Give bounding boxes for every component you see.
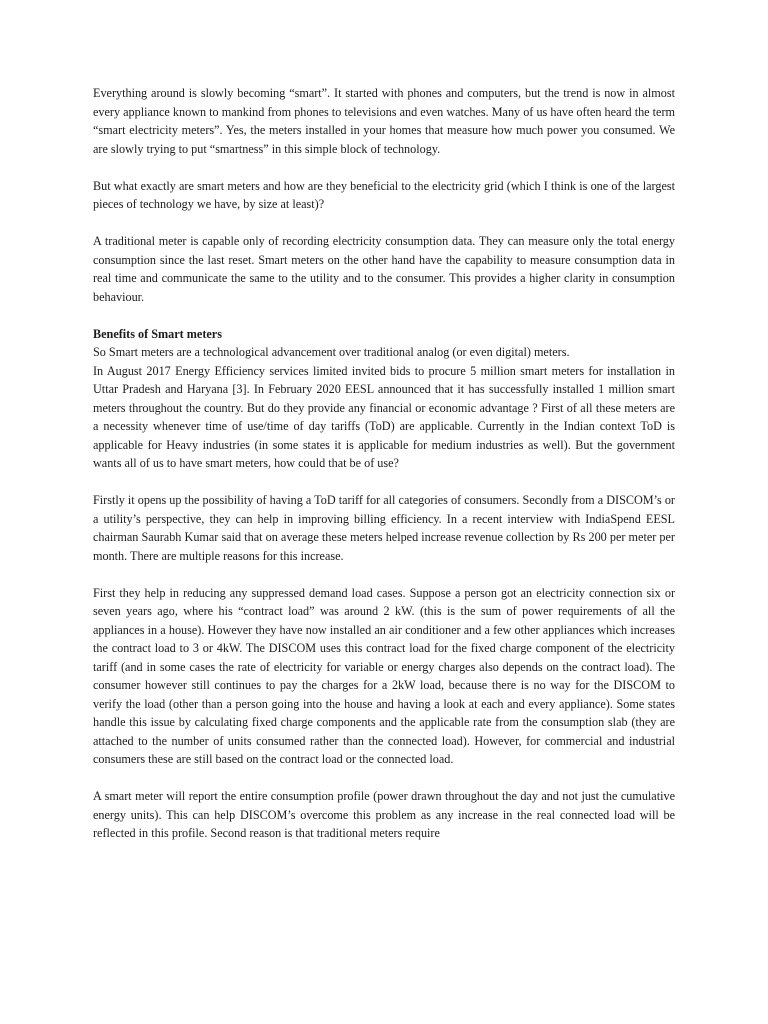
paragraph-benefits-eesl: In August 2017 Energy Efficiency services limited invited bids to procure 5 million smart meters for installation in Uttar Pradesh and Haryana [3]. In February 2020 EESL announced that it has successfully installed 1 million smart meters throughout the country. But do they provide any financial or economic advantage ? First of all these meters are a necessity whenever time of use/time of day tariffs (ToD) are applicable. Currently in the Indian context ToD is applicable for Heavy industries (in some states it is applicable for medium industries as well). But the government wants all of us to have smart meters, how could that be of use? xyxy=(93,363,675,470)
paragraph-firstly: Firstly it opens up the possibility of having a ToD tariff for all categories of consumers. Secondly from a DISCOM’s or a utility’s perspective, they can help in improving billing efficiency. In a recent interview with IndiaSpend EESL chairman Saurabh Kumar said that on average these meters helped increase revenue collection by Rs 200 per meter per month. There are multiple reasons for this increase. xyxy=(93,493,675,563)
paragraph-intro-question: But what exactly are smart meters and how are they beneficial to the electricity grid (which I think is one of the largest pieces of technology we have, by size at least)? xyxy=(93,178,675,211)
heading-benefits: Benefits of Smart meters xyxy=(93,326,222,341)
paragraph-intro-smart: Everything around is slowly becoming “smart”. It started with phones and computers, but the trend is now in almost every appliance known to mankind from phones to televisions and even watches. Many of us have often heard the term “smart electricity meters”. Yes, the meters installed in your homes that measure how much power you consumed. We are slowly trying to put “smartness” in this simple block of technology. xyxy=(93,86,675,156)
paragraph-traditional-meter: A traditional meter is capable only of recording electricity consumption data. They can measure only the total energy consumption since the last reset. Smart meters on the other hand have the capability to measure consumption data in real time and communicate the same to the utility and to the consumer. This provides a higher clarity in consumption behaviour. xyxy=(93,234,675,304)
paragraph-suppressed-demand: First they help in reducing any suppressed demand load cases. Suppose a person got an electricity connection six or seven years ago, where his “contract load” was around 2 kW. (this is the sum of power requirements of all the appliances in a house). However they have now installed an air conditioner and a few other appliances which increases the contract load to 3 or 4kW. The DISCOM uses this contract load for the fixed charge component of the electricity tariff (and in some cases the rate of electricity for variable or energy charges also depends on the contract load). The consumer however still continues to pay the charges for a 2kW load, because there is no way for the DISCOM to verify the load (other than a person going into the house and having a look at each and every appliance). Some states handle this issue by calculating fixed charge components and the applicable rate from the consumption slab (they are attached to the number of units consumed rather than the connected load). However, for commercial and industrial consumers these are still based on the contract load or the connected load. xyxy=(93,585,675,766)
paragraph-benefits-intro: So Smart meters are a technological advancement over traditional analog (or even digital) meters. xyxy=(93,345,570,359)
paragraph-smart-meter-profile: A smart meter will report the entire consumption profile (power drawn throughout the day and not just the cumulative energy units). This can help DISCOM’s overcome this problem as any increase in the real connected load will be reflected in this profile. Second reason is that traditional meters require xyxy=(93,789,675,840)
